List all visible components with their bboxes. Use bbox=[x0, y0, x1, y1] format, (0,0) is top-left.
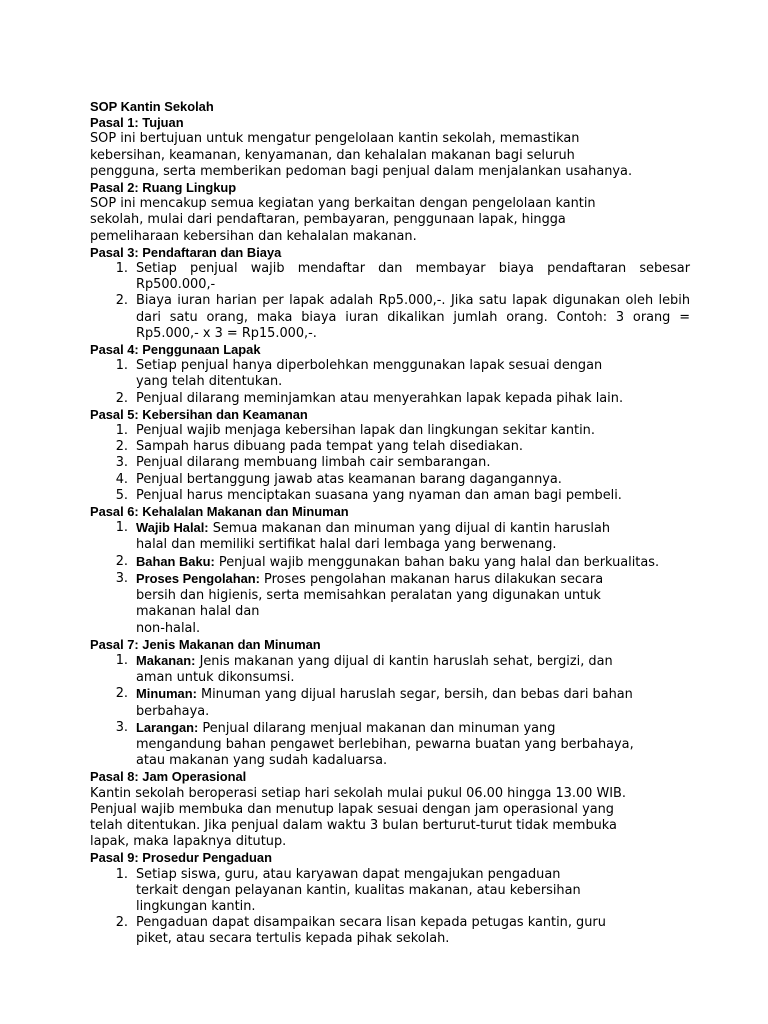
list-item-text: Penjual harus menciptakan suasana yang nyaman dan aman bagi pembeli. bbox=[136, 487, 622, 503]
numbered-list-pasal-6 bbox=[90, 520, 690, 636]
list-item-term: Larangan: bbox=[136, 719, 199, 735]
list-number: 2. bbox=[115, 915, 128, 931]
list-number: 5. bbox=[115, 487, 128, 503]
list-item-text: Penjual dilarang menjual makanan dan minuman yang mengandung bahan pengawet berlebihan, pewarna buatan yang berbahaya, atau makanan yang sudah kadaluarsa. bbox=[136, 720, 634, 769]
section-heading-pasal-5: Pasal 5: Kebersihan dan Keamanan bbox=[90, 406, 308, 422]
list-item bbox=[90, 915, 690, 947]
list-item-text: Setiap penjual hanya diperbolehkan menggunakan lapak sesuai dengan yang telah ditentukan. bbox=[136, 358, 603, 390]
list-number: 3. bbox=[115, 455, 128, 471]
list-item bbox=[90, 293, 690, 342]
numbered-list-pasal-7 bbox=[90, 653, 690, 769]
list-item-text: Pengaduan dapat disampaikan secara lisan kepada petugas kantin, guru piket, atau secara tertulis kepada pihak sekolah. bbox=[136, 915, 606, 947]
list-item-term: Minuman: bbox=[136, 686, 197, 702]
list-item bbox=[90, 261, 690, 293]
list-item bbox=[90, 455, 690, 471]
list-item-text: Penjual wajib menggunakan bahan baku yang halal dan berkualitas. bbox=[214, 554, 660, 570]
section-body-pasal-8: Kantin sekolah beroperasi setiap hari sekolah mulai pukul 06.00 hingga 13.00 WIB. Penjual wajib membuka dan menutup lapak sesuai dengan jam operasional yang telah ditentukan. Jika penjual dalam waktu 3 bulan berturut-turut tidak membuka lapak, maka lapaknya ditutup. bbox=[90, 785, 626, 850]
list-item-text: Semua makanan dan minuman yang dijual di kantin haruslah halal dan memiliki sertifikat halal dari lembaga yang berwenang. bbox=[136, 521, 611, 553]
list-number: 3. bbox=[115, 719, 128, 735]
section-heading-pasal-9: Pasal 9: Prosedur Pengaduan bbox=[90, 850, 272, 866]
list-item-text: Penjual dilarang meminjamkan atau menyerahkan lapak kepada pihak lain. bbox=[136, 390, 624, 406]
list-item-body bbox=[128, 653, 690, 686]
section-heading-pasal-8: Pasal 8: Jam Operasional bbox=[90, 769, 247, 785]
document-title: SOP Kantin Sekolah bbox=[90, 99, 214, 114]
list-item-body bbox=[128, 720, 690, 770]
list-number: 2. bbox=[115, 293, 128, 309]
list-item bbox=[90, 488, 690, 504]
list-number: 2. bbox=[115, 553, 128, 569]
list-item-body bbox=[128, 554, 690, 571]
list-number: 1. bbox=[115, 520, 128, 536]
list-item bbox=[90, 554, 690, 571]
section-heading-pasal-1: Pasal 1: Tujuan bbox=[90, 115, 184, 131]
list-item-term: Makanan: bbox=[136, 652, 196, 668]
list-item bbox=[90, 653, 690, 686]
list-item-body bbox=[128, 520, 690, 553]
list-item bbox=[90, 686, 690, 719]
list-item bbox=[90, 423, 690, 439]
list-item-term: Bahan Baku: bbox=[136, 553, 215, 569]
list-item bbox=[90, 571, 690, 637]
list-number: 1. bbox=[115, 423, 128, 439]
list-number: 2. bbox=[115, 439, 128, 455]
section-body-pasal-2: SOP ini mencakup semua kegiatan yang berkaitan dengan pengelolaan kantin sekolah, mulai dari pendaftaran, pembayaran, penggunaan lapak, hingga pemeliharaan kebersihan dan kehalalan makanan. bbox=[90, 196, 596, 244]
section-heading-pasal-7: Pasal 7: Jenis Makanan dan Minuman bbox=[90, 636, 321, 652]
list-item-body bbox=[128, 571, 690, 637]
list-item-text: Penjual dilarang membuang limbah cair sembarangan. bbox=[136, 455, 491, 471]
section-body-pasal-1: SOP ini bertujuan untuk mengatur pengelolaan kantin sekolah, memastikan kebersihan, keamanan, kenyamanan, dan kehalalan makanan bagi seluruh pengguna, serta memberikan pedoman bagi penjual dalam menjalankan usahanya. bbox=[90, 131, 633, 179]
numbered-list-pasal-9 bbox=[90, 867, 690, 948]
list-number: 1. bbox=[115, 358, 128, 374]
list-item-text: Penjual bertanggung jawab atas keamanan barang dagangannya. bbox=[136, 471, 562, 487]
section-heading-pasal-4: Pasal 4: Penggunaan Lapak bbox=[90, 342, 261, 358]
list-item-term: Wajib Halal: bbox=[136, 520, 209, 536]
list-number: 1. bbox=[115, 261, 128, 277]
numbered-list-pasal-3 bbox=[90, 261, 690, 342]
list-item-text: Setiap penjual wajib mendaftar dan membayar biaya pendaftaran sebesar Rp500.000,- bbox=[136, 261, 690, 293]
section-heading-pasal-2: Pasal 2: Ruang Lingkup bbox=[90, 180, 237, 196]
list-item-term: Proses Pengolahan: bbox=[136, 570, 260, 586]
list-number: 3. bbox=[115, 570, 128, 586]
list-item bbox=[90, 439, 690, 455]
list-number: 4. bbox=[115, 471, 128, 487]
list-number: 1. bbox=[115, 652, 128, 668]
section-heading-pasal-3: Pasal 3: Pendaftaran dan Biaya bbox=[90, 244, 282, 260]
list-item-text: Sampah harus dibuang pada tempat yang telah disediakan. bbox=[136, 439, 524, 455]
list-item-text: Setiap siswa, guru, atau karyawan dapat mengajukan pengaduan terkait dengan pelayanan kantin, kualitas makanan, atau kebersihan lingkungan kantin. bbox=[136, 866, 581, 914]
list-item bbox=[90, 720, 690, 770]
list-item bbox=[90, 472, 690, 488]
list-number: 1. bbox=[115, 866, 128, 882]
list-item bbox=[90, 358, 690, 390]
list-item-text: Penjual wajib menjaga kebersihan lapak dan lingkungan sekitar kantin. bbox=[136, 423, 595, 439]
list-item-text: Proses pengolahan makanan harus dilakukan secara bersih dan higienis, serta memisahkan peralatan yang digunakan untuk makanan halal dan non-halal. bbox=[136, 571, 604, 636]
list-item-body bbox=[128, 686, 690, 719]
numbered-list-pasal-5 bbox=[90, 423, 690, 504]
list-item bbox=[90, 391, 690, 407]
list-item bbox=[90, 867, 690, 916]
list-number: 2. bbox=[115, 390, 128, 406]
list-number: 2. bbox=[115, 686, 128, 702]
list-item-text: Jenis makanan yang dijual di kantin haruslah sehat, bergizi, dan aman untuk dikonsumsi. bbox=[136, 653, 613, 686]
list-item-text: Minuman yang dijual haruslah segar, bersih, dan bebas dari bahan berbahaya. bbox=[136, 687, 633, 719]
list-item bbox=[90, 520, 690, 553]
numbered-list-pasal-4 bbox=[90, 358, 690, 407]
list-item-text: Biaya iuran harian per lapak adalah Rp5.000,-. Jika satu lapak digunakan oleh lebih dari satu orang, maka biaya iuran dikalikan jumlah orang. Contoh: 3 orang = Rp5.000,- x 3 = Rp15.000,-. bbox=[136, 293, 690, 341]
document-page bbox=[90, 99, 690, 948]
section-heading-pasal-6: Pasal 6: Kehalalan Makanan dan Minuman bbox=[90, 504, 349, 520]
